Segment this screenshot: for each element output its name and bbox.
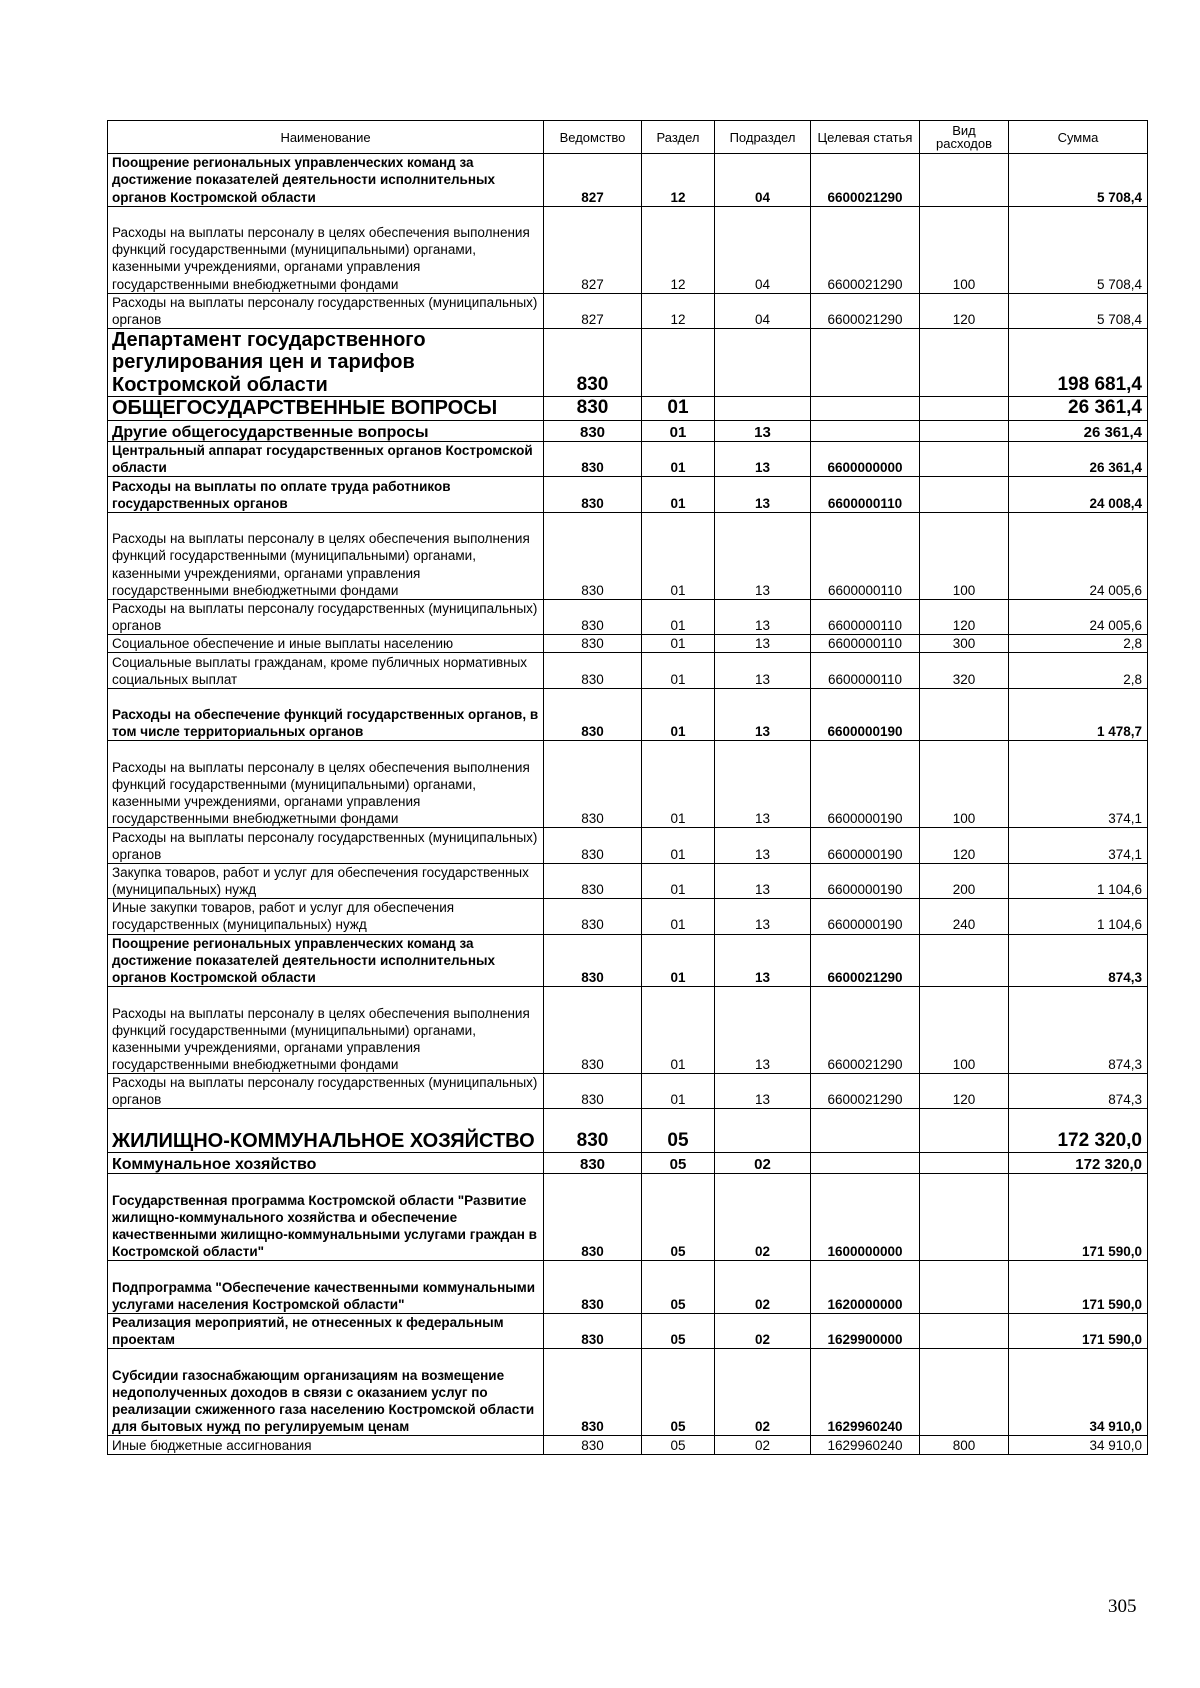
table-row bbox=[108, 512, 1148, 599]
cell-target-article: 1620000000 bbox=[811, 1261, 920, 1314]
cell-target-article bbox=[811, 420, 920, 441]
cell-subsection: 04 bbox=[715, 293, 811, 328]
cell-name: Департамент государственного регулирования цен и тарифов Костромской области bbox=[108, 328, 544, 397]
cell-sum: 2,8 bbox=[1009, 653, 1148, 688]
cell-expense-kind bbox=[920, 1174, 1009, 1261]
cell-section: 01 bbox=[642, 653, 715, 688]
cell-subsection: 13 bbox=[715, 653, 811, 688]
header-department: Ведомство bbox=[544, 121, 642, 154]
cell-section: 01 bbox=[642, 599, 715, 634]
cell-name: Реализация мероприятий, не отнесенных к федеральным проектам bbox=[108, 1314, 544, 1349]
cell-name: Расходы на выплаты персоналу в целях обеспечения выполнения функций государственными (муниципальными) органами, казенными учреждениями, органами управления государственными внебюджетными фондами bbox=[108, 206, 544, 293]
cell-department: 830 bbox=[544, 688, 642, 741]
cell-target-article: 6600000190 bbox=[811, 828, 920, 863]
cell-expense-kind bbox=[920, 328, 1009, 397]
cell-target-article: 6600000190 bbox=[811, 899, 920, 934]
table-row bbox=[108, 1074, 1148, 1109]
table-row bbox=[108, 653, 1148, 688]
cell-subsection: 02 bbox=[715, 1153, 811, 1174]
cell-section: 12 bbox=[642, 154, 715, 207]
header-target-article: Целевая статья bbox=[811, 121, 920, 154]
cell-name: Расходы на выплаты персоналу в целях обеспечения выполнения функций государственными (муниципальными) органами, казенными учреждениями, органами управления государственными внебюджетными фондами bbox=[108, 512, 544, 599]
cell-target-article: 6600021290 bbox=[811, 934, 920, 987]
cell-sum: 171 590,0 bbox=[1009, 1174, 1148, 1261]
cell-sum: 874,3 bbox=[1009, 987, 1148, 1074]
table-row bbox=[108, 328, 1148, 397]
cell-target-article bbox=[811, 397, 920, 421]
cell-expense-kind: 320 bbox=[920, 653, 1009, 688]
cell-department: 827 bbox=[544, 293, 642, 328]
cell-name: Иные бюджетные ассигнования bbox=[108, 1436, 544, 1454]
cell-expense-kind: 120 bbox=[920, 599, 1009, 634]
cell-sum: 26 361,4 bbox=[1009, 420, 1148, 441]
cell-target-article bbox=[811, 1109, 920, 1153]
cell-sum: 171 590,0 bbox=[1009, 1314, 1148, 1349]
cell-sum: 172 320,0 bbox=[1009, 1109, 1148, 1153]
cell-expense-kind: 100 bbox=[920, 206, 1009, 293]
cell-department: 830 bbox=[544, 441, 642, 476]
table-row bbox=[108, 206, 1148, 293]
cell-subsection: 13 bbox=[715, 828, 811, 863]
header-subsection: Подраздел bbox=[715, 121, 811, 154]
table-row bbox=[108, 1109, 1148, 1153]
cell-target-article: 6600000110 bbox=[811, 653, 920, 688]
cell-sum: 171 590,0 bbox=[1009, 1261, 1148, 1314]
header-expense-kind: Вид расходов bbox=[920, 121, 1009, 154]
cell-section: 01 bbox=[642, 635, 715, 653]
cell-section: 01 bbox=[642, 934, 715, 987]
cell-subsection: 13 bbox=[715, 688, 811, 741]
cell-target-article: 1629960240 bbox=[811, 1349, 920, 1436]
cell-name: Расходы на выплаты персоналу в целях обеспечения выполнения функций государственными (муниципальными) органами, казенными учреждениями, органами управления государственными внебюджетными фондами bbox=[108, 987, 544, 1074]
cell-expense-kind bbox=[920, 934, 1009, 987]
cell-expense-kind bbox=[920, 420, 1009, 441]
cell-expense-kind bbox=[920, 1261, 1009, 1314]
cell-department: 830 bbox=[544, 328, 642, 397]
table-row bbox=[108, 441, 1148, 476]
cell-target-article: 6600000190 bbox=[811, 688, 920, 741]
cell-name: Расходы на выплаты персоналу в целях обеспечения выполнения функций государственными (муниципальными) органами, казенными учреждениями, органами управления государственными внебюджетными фондами bbox=[108, 741, 544, 828]
table-row bbox=[108, 934, 1148, 987]
cell-expense-kind: 100 bbox=[920, 512, 1009, 599]
cell-sum: 5 708,4 bbox=[1009, 293, 1148, 328]
cell-department: 830 bbox=[544, 741, 642, 828]
table-body bbox=[108, 154, 1148, 1455]
cell-section: 01 bbox=[642, 512, 715, 599]
cell-section: 05 bbox=[642, 1349, 715, 1436]
cell-target-article: 1600000000 bbox=[811, 1174, 920, 1261]
cell-name: Расходы на выплаты по оплате труда работников государственных органов bbox=[108, 477, 544, 512]
cell-subsection: 13 bbox=[715, 512, 811, 599]
cell-subsection: 13 bbox=[715, 441, 811, 476]
budget-table bbox=[107, 120, 1148, 1455]
cell-target-article: 6600000110 bbox=[811, 599, 920, 634]
cell-section: 01 bbox=[642, 1074, 715, 1109]
cell-sum: 374,1 bbox=[1009, 741, 1148, 828]
cell-subsection: 13 bbox=[715, 987, 811, 1074]
cell-name: ОБЩЕГОСУДАРСТВЕННЫЕ ВОПРОСЫ bbox=[108, 397, 544, 421]
cell-expense-kind: 120 bbox=[920, 828, 1009, 863]
cell-name: Социальные выплаты гражданам, кроме публичных нормативных социальных выплат bbox=[108, 653, 544, 688]
cell-target-article: 6600000190 bbox=[811, 863, 920, 898]
cell-section: 01 bbox=[642, 420, 715, 441]
cell-subsection: 02 bbox=[715, 1314, 811, 1349]
table-row bbox=[108, 420, 1148, 441]
cell-expense-kind bbox=[920, 1153, 1009, 1174]
cell-expense-kind bbox=[920, 1349, 1009, 1436]
cell-subsection: 04 bbox=[715, 206, 811, 293]
cell-sum: 34 910,0 bbox=[1009, 1436, 1148, 1454]
header-name: Наименование bbox=[108, 121, 544, 154]
header-section: Раздел bbox=[642, 121, 715, 154]
cell-name: Закупка товаров, работ и услуг для обеспечения государственных (муниципальных) нужд bbox=[108, 863, 544, 898]
cell-subsection: 02 bbox=[715, 1261, 811, 1314]
cell-section: 01 bbox=[642, 688, 715, 741]
cell-department: 827 bbox=[544, 206, 642, 293]
cell-subsection: 13 bbox=[715, 934, 811, 987]
cell-subsection: 13 bbox=[715, 420, 811, 441]
cell-section: 01 bbox=[642, 987, 715, 1074]
cell-department: 830 bbox=[544, 1436, 642, 1454]
table-row bbox=[108, 293, 1148, 328]
table-row bbox=[108, 477, 1148, 512]
cell-department: 830 bbox=[544, 1109, 642, 1153]
cell-expense-kind: 300 bbox=[920, 635, 1009, 653]
cell-target-article: 6600021290 bbox=[811, 293, 920, 328]
cell-department: 830 bbox=[544, 1349, 642, 1436]
cell-sum: 5 708,4 bbox=[1009, 206, 1148, 293]
cell-subsection: 04 bbox=[715, 154, 811, 207]
cell-sum: 172 320,0 bbox=[1009, 1153, 1148, 1174]
cell-subsection: 13 bbox=[715, 477, 811, 512]
table-row bbox=[108, 688, 1148, 741]
cell-section: 12 bbox=[642, 206, 715, 293]
cell-expense-kind: 120 bbox=[920, 1074, 1009, 1109]
cell-department: 830 bbox=[544, 1174, 642, 1261]
cell-target-article bbox=[811, 1153, 920, 1174]
cell-name: Расходы на выплаты персоналу государственных (муниципальных) органов bbox=[108, 293, 544, 328]
cell-expense-kind bbox=[920, 154, 1009, 207]
cell-expense-kind bbox=[920, 441, 1009, 476]
cell-department: 830 bbox=[544, 1153, 642, 1174]
cell-sum: 1 104,6 bbox=[1009, 899, 1148, 934]
cell-name: Расходы на обеспечение функций государственных органов, в том числе территориальных органов bbox=[108, 688, 544, 741]
cell-name: ЖИЛИЩНО-КОММУНАЛЬНОЕ ХОЗЯЙСТВО bbox=[108, 1109, 544, 1153]
table-row bbox=[108, 828, 1148, 863]
cell-expense-kind: 100 bbox=[920, 987, 1009, 1074]
table-row bbox=[108, 1436, 1148, 1454]
cell-section: 01 bbox=[642, 828, 715, 863]
cell-expense-kind bbox=[920, 477, 1009, 512]
cell-name: Социальное обеспечение и иные выплаты населению bbox=[108, 635, 544, 653]
table-row bbox=[108, 987, 1148, 1074]
header-sum: Сумма bbox=[1009, 121, 1148, 154]
cell-sum: 874,3 bbox=[1009, 934, 1148, 987]
cell-department: 830 bbox=[544, 512, 642, 599]
table-row bbox=[108, 1349, 1148, 1436]
cell-expense-kind: 100 bbox=[920, 741, 1009, 828]
cell-subsection: 02 bbox=[715, 1436, 811, 1454]
cell-target-article: 6600000110 bbox=[811, 635, 920, 653]
cell-sum: 5 708,4 bbox=[1009, 154, 1148, 207]
cell-name: Расходы на выплаты персоналу государственных (муниципальных) органов bbox=[108, 599, 544, 634]
cell-department: 830 bbox=[544, 899, 642, 934]
cell-subsection bbox=[715, 397, 811, 421]
cell-subsection: 13 bbox=[715, 599, 811, 634]
cell-sum: 24 005,6 bbox=[1009, 599, 1148, 634]
cell-subsection: 02 bbox=[715, 1174, 811, 1261]
cell-subsection: 13 bbox=[715, 1074, 811, 1109]
page-number: 305 bbox=[1108, 1596, 1137, 1617]
table-row bbox=[108, 741, 1148, 828]
cell-department: 830 bbox=[544, 1074, 642, 1109]
cell-section: 01 bbox=[642, 441, 715, 476]
cell-expense-kind: 800 bbox=[920, 1436, 1009, 1454]
cell-name: Другие общегосударственные вопросы bbox=[108, 420, 544, 441]
cell-department: 830 bbox=[544, 863, 642, 898]
cell-section: 01 bbox=[642, 477, 715, 512]
cell-subsection: 02 bbox=[715, 1349, 811, 1436]
table-row bbox=[108, 1174, 1148, 1261]
cell-name: Центральный аппарат государственных органов Костромской области bbox=[108, 441, 544, 476]
cell-expense-kind: 240 bbox=[920, 899, 1009, 934]
cell-sum: 374,1 bbox=[1009, 828, 1148, 863]
cell-section bbox=[642, 328, 715, 397]
cell-target-article bbox=[811, 328, 920, 397]
cell-sum: 26 361,4 bbox=[1009, 441, 1148, 476]
cell-target-article: 6600000110 bbox=[811, 512, 920, 599]
cell-name: Поощрение региональных управленческих команд за достижение показателей деятельности исполнительных органов Костромской области bbox=[108, 934, 544, 987]
cell-name: Иные закупки товаров, работ и услуг для обеспечения государственных (муниципальных) нужд bbox=[108, 899, 544, 934]
cell-section: 01 bbox=[642, 863, 715, 898]
cell-target-article: 1629900000 bbox=[811, 1314, 920, 1349]
cell-sum: 1 478,7 bbox=[1009, 688, 1148, 741]
cell-department: 830 bbox=[544, 828, 642, 863]
table-row bbox=[108, 154, 1148, 207]
cell-name: Расходы на выплаты персоналу государственных (муниципальных) органов bbox=[108, 828, 544, 863]
cell-section: 12 bbox=[642, 293, 715, 328]
table-row bbox=[108, 863, 1148, 898]
table-row bbox=[108, 1261, 1148, 1314]
cell-department: 830 bbox=[544, 987, 642, 1074]
cell-subsection: 13 bbox=[715, 863, 811, 898]
cell-name: Расходы на выплаты персоналу государственных (муниципальных) органов bbox=[108, 1074, 544, 1109]
cell-name: Субсидии газоснабжающим организациям на возмещение недополученных доходов в связи с оказанием услуг по реализации сжиженного газа населению Костромской области для бытовых нужд по регулируемым ценам bbox=[108, 1349, 544, 1436]
cell-name: Подпрограмма "Обеспечение качественными коммунальными услугами населения Костромской области" bbox=[108, 1261, 544, 1314]
cell-subsection bbox=[715, 1109, 811, 1153]
cell-expense-kind bbox=[920, 397, 1009, 421]
table-row bbox=[108, 599, 1148, 634]
cell-name: Поощрение региональных управленческих команд за достижение показателей деятельности исполнительных органов Костромской области bbox=[108, 154, 544, 207]
cell-department: 830 bbox=[544, 1314, 642, 1349]
cell-target-article: 6600021290 bbox=[811, 1074, 920, 1109]
cell-target-article: 1629960240 bbox=[811, 1436, 920, 1454]
cell-sum: 26 361,4 bbox=[1009, 397, 1148, 421]
cell-sum: 24 005,6 bbox=[1009, 512, 1148, 599]
cell-target-article: 6600000110 bbox=[811, 477, 920, 512]
cell-department: 830 bbox=[544, 477, 642, 512]
cell-expense-kind bbox=[920, 1109, 1009, 1153]
cell-department: 830 bbox=[544, 1261, 642, 1314]
cell-section: 05 bbox=[642, 1109, 715, 1153]
cell-section: 05 bbox=[642, 1436, 715, 1454]
cell-expense-kind: 120 bbox=[920, 293, 1009, 328]
cell-name: Государственная программа Костромской области "Развитие жилищно-коммунального хозяйства и обеспечение качественными жилищно-коммунальными услугами граждан в Костромской области" bbox=[108, 1174, 544, 1261]
cell-expense-kind bbox=[920, 688, 1009, 741]
cell-sum: 198 681,4 bbox=[1009, 328, 1148, 397]
cell-department: 830 bbox=[544, 653, 642, 688]
cell-section: 05 bbox=[642, 1174, 715, 1261]
cell-target-article: 6600021290 bbox=[811, 987, 920, 1074]
cell-department: 830 bbox=[544, 635, 642, 653]
cell-section: 05 bbox=[642, 1153, 715, 1174]
cell-sum: 2,8 bbox=[1009, 635, 1148, 653]
table-header-row bbox=[108, 121, 1148, 154]
cell-subsection: 13 bbox=[715, 635, 811, 653]
cell-department: 830 bbox=[544, 420, 642, 441]
cell-sum: 1 104,6 bbox=[1009, 863, 1148, 898]
table-row bbox=[108, 1153, 1148, 1174]
cell-department: 830 bbox=[544, 599, 642, 634]
cell-subsection: 13 bbox=[715, 741, 811, 828]
table-row bbox=[108, 899, 1148, 934]
cell-section: 01 bbox=[642, 397, 715, 421]
cell-section: 01 bbox=[642, 899, 715, 934]
cell-subsection: 13 bbox=[715, 899, 811, 934]
cell-expense-kind: 200 bbox=[920, 863, 1009, 898]
cell-target-article: 6600000000 bbox=[811, 441, 920, 476]
cell-target-article: 6600000190 bbox=[811, 741, 920, 828]
cell-department: 830 bbox=[544, 934, 642, 987]
cell-expense-kind bbox=[920, 1314, 1009, 1349]
cell-target-article: 6600021290 bbox=[811, 154, 920, 207]
cell-section: 05 bbox=[642, 1314, 715, 1349]
cell-target-article: 6600021290 bbox=[811, 206, 920, 293]
cell-department: 830 bbox=[544, 397, 642, 421]
cell-sum: 34 910,0 bbox=[1009, 1349, 1148, 1436]
cell-section: 01 bbox=[642, 741, 715, 828]
table-row bbox=[108, 1314, 1148, 1349]
cell-sum: 24 008,4 bbox=[1009, 477, 1148, 512]
cell-subsection bbox=[715, 328, 811, 397]
cell-name: Коммунальное хозяйство bbox=[108, 1153, 544, 1174]
cell-department: 827 bbox=[544, 154, 642, 207]
cell-section: 05 bbox=[642, 1261, 715, 1314]
table-row bbox=[108, 397, 1148, 421]
table-row bbox=[108, 635, 1148, 653]
cell-sum: 874,3 bbox=[1009, 1074, 1148, 1109]
